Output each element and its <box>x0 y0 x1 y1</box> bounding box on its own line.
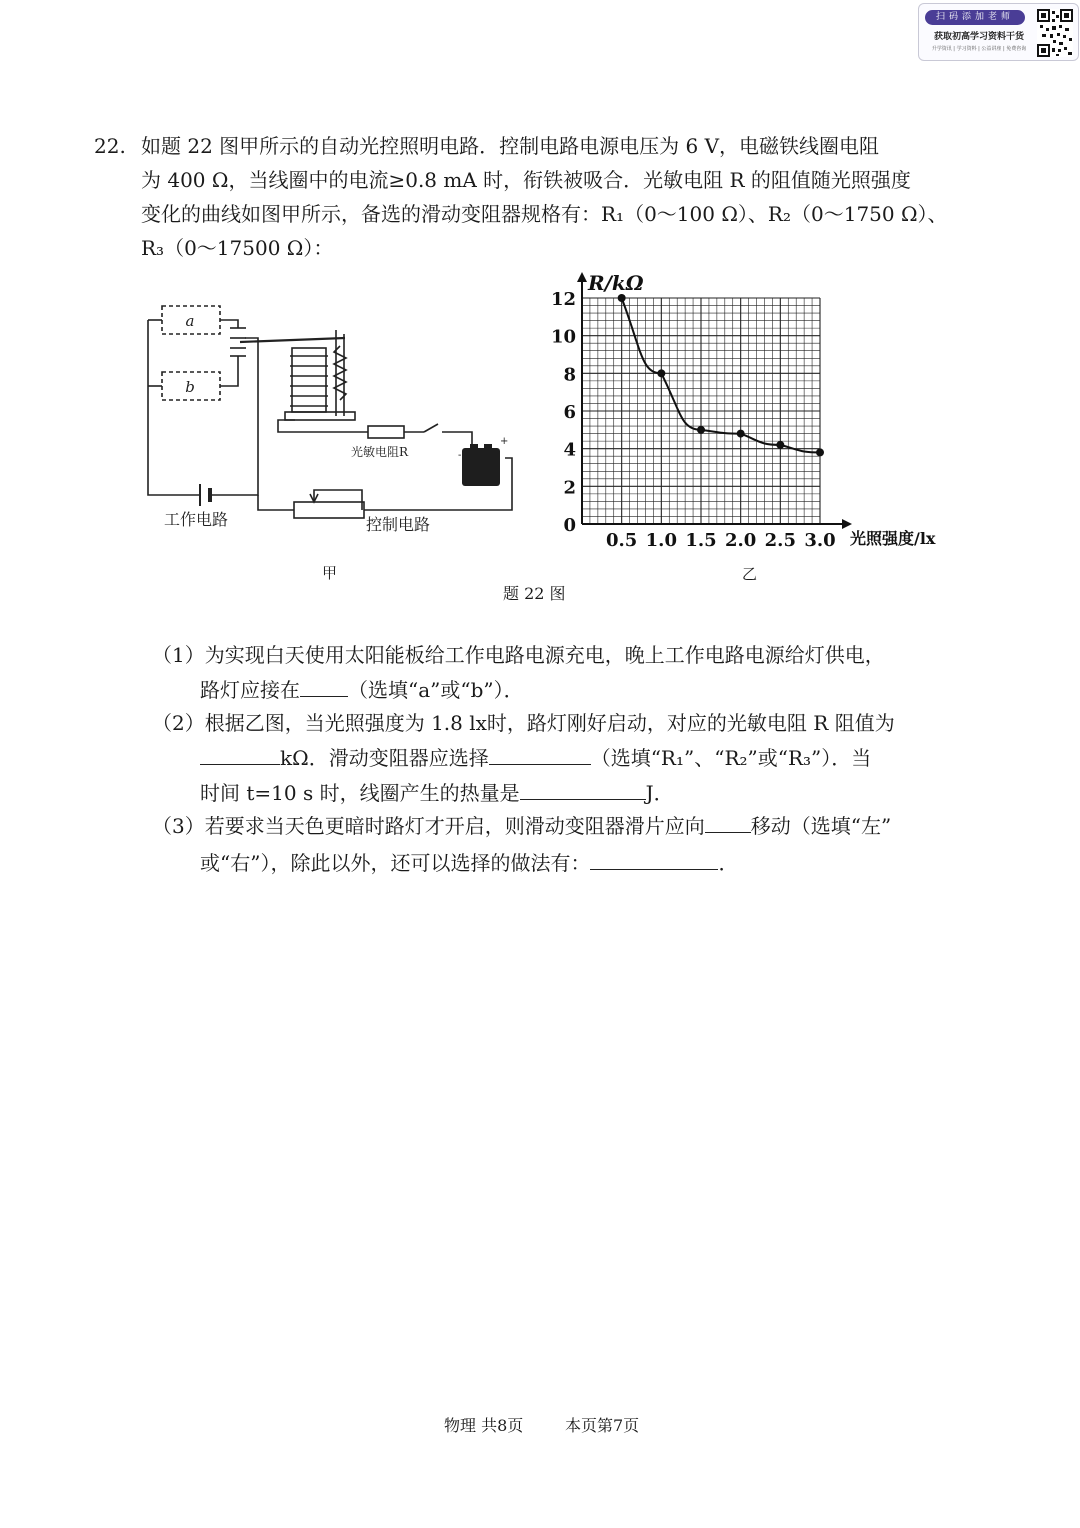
data-point <box>776 441 784 449</box>
rheostat <box>294 502 364 518</box>
answer-blank-2[interactable] <box>200 744 280 765</box>
resistance-chart <box>548 268 968 558</box>
y-tick-label: 6 <box>563 402 576 423</box>
data-point <box>816 448 824 456</box>
chart-y-label: R/kΩ <box>588 271 644 295</box>
chart-x-label: 光照强度/lx <box>850 529 936 548</box>
intro-line-2: 为 400 Ω，当线圈中的电流≥0.8 mA 时，衔铁被吸合．光敏电阻 R 的阻值随光照强度 <box>141 168 911 192</box>
badge-title: 扫码添加老师 <box>925 10 1025 25</box>
svg-text:-: - <box>458 450 462 461</box>
question-number: 22. <box>94 134 126 158</box>
y-axis-arrow <box>577 272 587 282</box>
part2-text-c: 时间 t=10 s 时，线圈产生的热量是 <box>200 781 520 805</box>
figure-caption: 题 22 图 <box>503 584 566 603</box>
chart-series-line-R <box>622 298 820 452</box>
intro-line-4: R₃（0～17500 Ω）： <box>141 236 334 260</box>
badge-tags: 升学资讯 | 学习资料 | 公益讲座 | 免费咨询 <box>931 46 1027 52</box>
part1-text-b: （选填“a”或“b”）． <box>348 678 524 702</box>
data-point <box>618 294 626 302</box>
chart-grid <box>582 298 820 524</box>
part2-text-d: J． <box>645 781 674 805</box>
answer-blank-1[interactable] <box>300 676 348 697</box>
x-tick-label: 1.5 <box>685 530 717 551</box>
label-working-circuit: 工作电路 <box>164 510 229 529</box>
part3-text-d: ． <box>718 851 739 875</box>
intro-line-1: 如题 22 图甲所示的自动光控照明电路．控制电路电源电压为 6 V，电磁铁线圈电阻 <box>141 134 880 158</box>
answer-blank-3[interactable] <box>489 744 591 765</box>
intro-line-3: 变化的曲线如图甲所示，备选的滑动变阻器规格有：R₁（0～100 Ω）、R₂（0～1750 Ω）、 <box>141 202 948 226</box>
x-tick-label: 2.0 <box>725 530 757 551</box>
y-tick-label: 4 <box>563 439 576 461</box>
part1-line2 <box>200 673 524 707</box>
y-tick-label: 0 <box>563 515 576 536</box>
answer-blank-6[interactable] <box>590 849 718 870</box>
photoresistor <box>368 426 404 438</box>
chart-axes <box>577 272 852 529</box>
part3-text-c: 或“右”），除此以外，还可以选择的做法有： <box>200 851 591 875</box>
label-a: a <box>185 312 195 330</box>
x-tick-label: 1.0 <box>645 530 677 551</box>
part2-line2 <box>200 741 871 775</box>
footer-subject: 物理 共8页 <box>444 1416 524 1435</box>
part2-line1: （2）根据乙图，当光照强度为 1.8 lx时，路灯刚好启动，对应的光敏电阻 R 阻值为 <box>152 711 895 735</box>
qr-code-icon <box>1037 9 1073 57</box>
part2-text-b: （选填“R₁”、“R₂”或“R₃”）．当 <box>590 746 872 770</box>
badge-subtitle: 获取初高学习资料干货 <box>933 32 1024 42</box>
answer-blank-4[interactable] <box>520 779 646 800</box>
part3-text-a: （3）若要求当天色更暗时路灯才开启，则滑动变阻器滑片应向 <box>152 814 705 838</box>
answer-blank-5[interactable] <box>705 812 751 833</box>
x-axis-arrow <box>842 519 852 529</box>
y-tick-label: 2 <box>563 477 576 499</box>
x-tick-label: 2.5 <box>764 530 796 551</box>
data-point <box>697 426 705 434</box>
x-tick-label: 0.5 <box>606 530 638 551</box>
part1-text-a: 路灯应接在 <box>200 678 300 702</box>
part2-line3 <box>200 776 674 810</box>
svg-text:+: + <box>500 436 509 447</box>
part3-text-b: 移动（选填“左” <box>750 814 892 838</box>
caption-yi: 乙 <box>742 565 758 583</box>
data-point <box>657 369 665 377</box>
y-tick-label: 8 <box>563 364 576 386</box>
part3-line2 <box>200 846 738 880</box>
data-point <box>737 430 745 438</box>
label-b: b <box>185 378 195 396</box>
part3-line1 <box>152 809 891 843</box>
part1-line1: （1）为实现白天使用太阳能板给工作电路电源充电，晚上工作电路电源给灯供电， <box>152 643 885 667</box>
part2-text-a: kΩ．滑动变阻器应选择 <box>280 746 489 770</box>
footer-page: 本页第7页 <box>565 1416 640 1435</box>
caption-jia: 甲 <box>322 564 338 582</box>
x-tick-label: 3.0 <box>804 530 836 551</box>
y-tick-label: 10 <box>550 326 576 348</box>
label-control-circuit: 控制电路 <box>366 515 431 534</box>
y-tick-label: 12 <box>550 289 576 310</box>
qr-promo-badge[interactable] <box>918 3 1079 61</box>
circuit-diagram <box>140 298 520 538</box>
label-photoresistor: 光敏电阻R <box>351 445 409 459</box>
